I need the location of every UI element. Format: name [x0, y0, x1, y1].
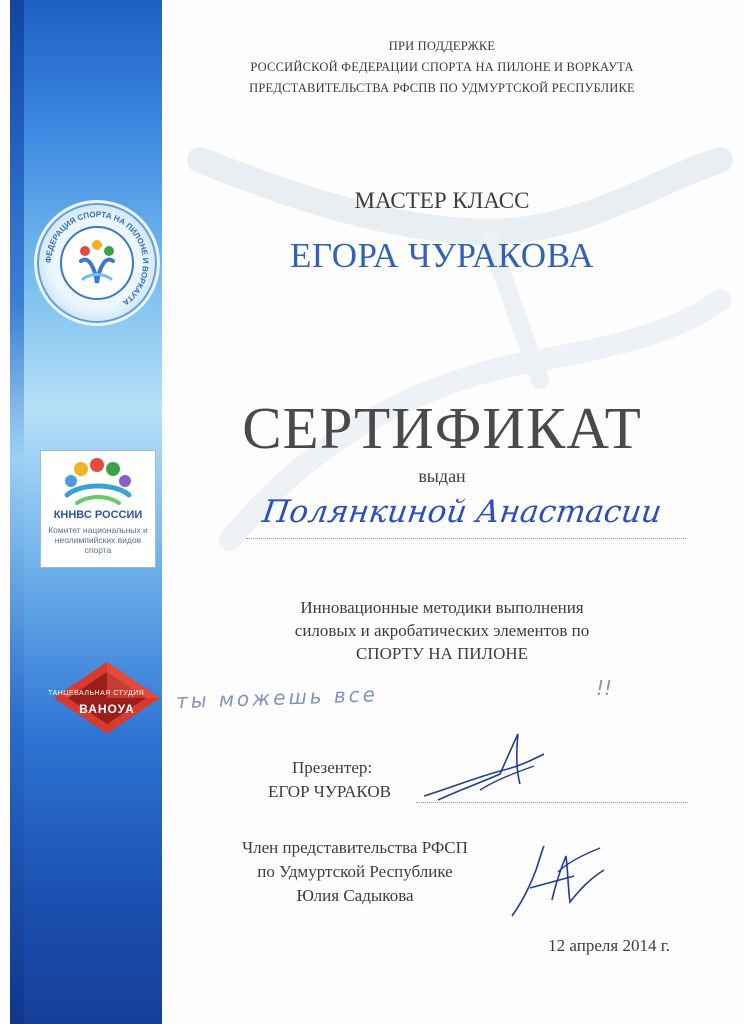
knvs-logo: [40, 450, 156, 568]
issued-label: выдан: [418, 466, 466, 486]
federation-emblem-icon: [37, 203, 157, 323]
knvs-subtitle: Комитет национальных и неолимпийских видов спорта: [48, 525, 148, 555]
studio-label: ТАНЦЕВАЛЬНАЯ СТУДИЯ: [48, 690, 145, 697]
support-line-2: РОССИЙСКОЙ ФЕДЕРАЦИИ СПОРТА НА ПИЛОНЕ И ВОРКАУТА: [250, 60, 634, 74]
member-line-2: по Удмуртской Республике: [257, 862, 453, 881]
support-line-3: ПРЕДСТАВИТЕЛЬСТВА РФСПВ ПО УДМУРТСКОЙ РЕСПУБЛИКЕ: [249, 81, 635, 95]
support-line-1: ПРИ ПОДДЕРЖКЕ: [388, 39, 496, 53]
studio-diamond-icon: [42, 660, 162, 736]
federation-logo: [34, 200, 160, 326]
presenter-signature-line: [416, 802, 688, 803]
dance-studio-logo: [42, 660, 162, 736]
masterclass-presenter: ЕГОРА ЧУРАКОВА: [290, 236, 594, 275]
handwritten-note: ты можешь все: [175, 682, 379, 714]
member-block: [200, 836, 510, 908]
issue-date: 12 апреля 2014 г.: [548, 936, 670, 955]
federation-logo-text: ФЕДЕРАЦИЯ СПОРТА НА ПИЛОНЕ И ВОРКАУТА: [43, 209, 151, 308]
member-line-3: Юлия Садыкова: [296, 886, 414, 905]
course-line-2: силовых и акробатических элементов по: [294, 621, 590, 640]
recipient-underline: [246, 538, 686, 539]
member-signature-icon: [504, 836, 614, 926]
member-line-1: Член представительства РФСП: [242, 838, 468, 857]
studio-name: ВАНОУА: [79, 702, 135, 716]
presenter-signatory: ЕГОР ЧУРАКОВ: [268, 782, 391, 801]
knvs-title: КННВС РОССИИ: [53, 509, 143, 521]
course-line-1: Инновационные методики выполнения: [300, 598, 584, 617]
certificate-title: СЕРТИФИКАТ: [242, 395, 642, 461]
masterclass-label: МАСТЕР КЛАСС: [354, 188, 530, 213]
recipient-name: Полянкиной Анастасии: [260, 494, 664, 530]
presenter-label: Презентер:: [292, 758, 373, 777]
course-description: [200, 596, 684, 665]
handwritten-marks: !!: [596, 676, 613, 700]
course-line-3: СПОРТУ НА ПИЛОНЕ: [355, 644, 529, 663]
support-header: [200, 36, 684, 99]
sidebar-stripe: [10, 0, 24, 1024]
knvs-emblem-icon: [41, 453, 155, 509]
sidebar-banner: [10, 0, 162, 1024]
